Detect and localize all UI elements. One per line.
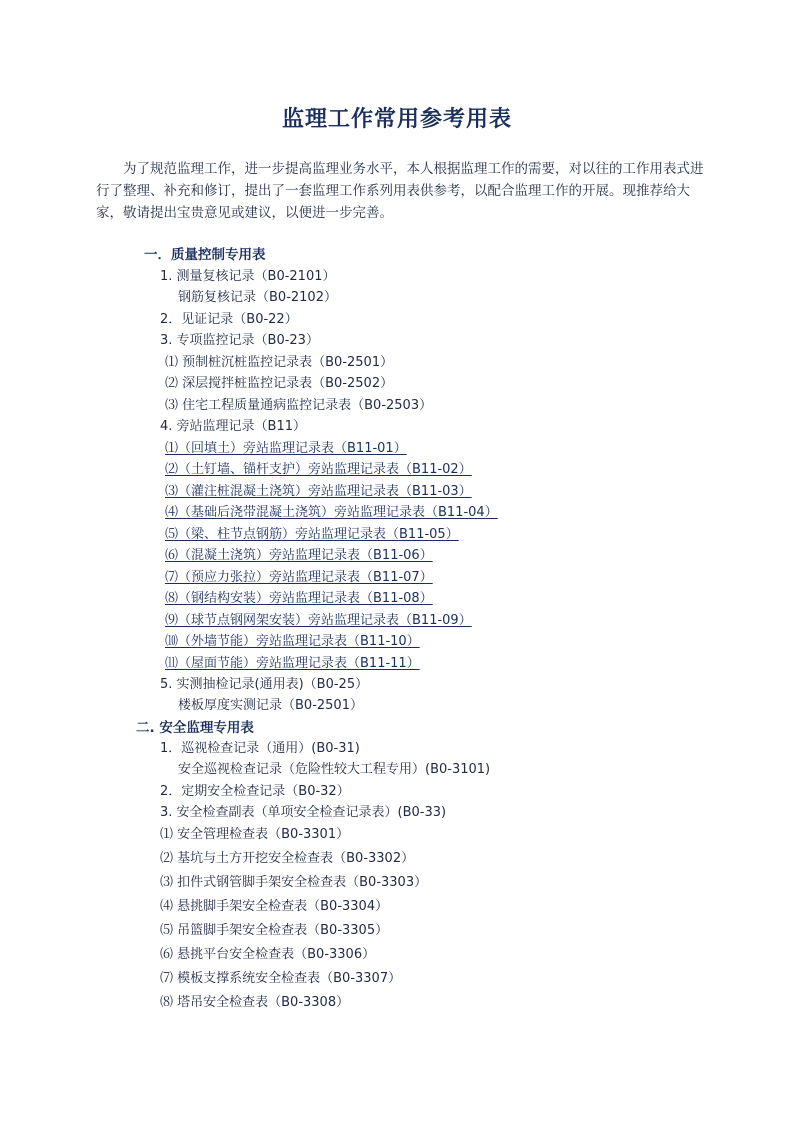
list-item: ⑻ 塔吊安全检查表（B0-3308） [160,995,350,1010]
list-item: ⑴ 预制桩沉桩监控记录表（B0-2501） [165,355,394,370]
page-title: 监理工作常用参考用表 [281,107,512,132]
list-item-link[interactable]: ⑵（土钉墙、锚杆支护）旁站监理记录表（B11-02） [165,462,472,477]
list-item: 1. 测量复核记录（B0-2101） [160,269,336,284]
list-item: ⑴ 安全管理检查表（B0-3301） [160,827,350,842]
list-item: ⑶ 住宅工程质量通病监控记录表（B0-2503） [165,398,433,413]
list-item: 1．巡视检查记录（通用）(B0-31) [160,741,360,756]
intro-paragraph: 为了规范监理工作，进一步提高监理业务水平，本人根据监理工作的需要，对以往的工作用表式进行了整理、补充和修订，提出了一套监理工作系列用表供参考，以配合监理工作的开展。现推荐给大家，敬请提出宝贵意见或建议，以便进一步完善。 [96,161,704,221]
list-item-link[interactable]: ⑼（球节点钢网架安装）旁站监理记录表（B11-09） [165,613,472,628]
list-item-link[interactable]: ⑽（外墙节能）旁站监理记录表（B11-10） [165,634,420,649]
list-item: ⑵ 深层搅拌桩监控记录表（B0-2502） [165,376,394,391]
list-item: ⑺ 模板支撑系统安全检查表（B0-3307） [160,971,402,986]
section-heading-quality: 一．质量控制专用表 [144,247,266,263]
list-item-link[interactable]: ⑴（回填土）旁站监理记录表（B11-01） [165,441,407,456]
list-item-link[interactable]: ⑹（混凝土浇筑）旁站监理记录表（B11-06） [165,548,433,563]
list-item: 2．定期安全检查记录（B0-32） [160,784,350,799]
list-item: ⑷ 悬挑脚手架安全检查表（B0-3304） [160,899,389,914]
list-item: 楼板厚度实测记录（B0-2501） [178,698,363,713]
list-item-link[interactable]: ⑸（梁、柱节点钢筋）旁站监理记录表（B11-05） [165,527,459,542]
list-item-link[interactable]: ⑾（屋面节能）旁站监理记录表（B11-11） [165,656,420,671]
list-item: 5. 实测抽检记录(通用表)（B0-25） [160,677,369,692]
list-item: 3. 专项监控记录（B0-23） [160,333,319,348]
list-item-link[interactable]: ⑺（预应力张拉）旁站监理记录表（B11-07） [165,570,433,585]
list-item-link[interactable]: ⑻（钢结构安装）旁站监理记录表（B11-08） [165,591,433,606]
list-item: 2．见证记录（B0-22） [160,312,298,327]
list-item: 安全巡视检查记录（危险性较大工程专用）(B0-3101) [178,762,491,777]
list-item: ⑹ 悬挑平台安全检查表（B0-3306） [160,947,376,962]
list-item: ⑸ 吊篮脚手架安全检查表（B0-3305） [160,923,389,938]
list-item: ⑵ 基坑与土方开挖安全检查表（B0-3302） [160,851,415,866]
list-item: 钢筋复核记录（B0-2102） [178,290,337,305]
list-item-link[interactable]: ⑶（灌注桩混凝土浇筑）旁站监理记录表（B11-03） [165,484,472,499]
section-heading-safety: 二. 安全监理专用表 [136,720,254,736]
list-item: 4. 旁站监理记录（B11） [160,419,306,434]
list-item-link[interactable]: ⑷（基础后浇带混凝土浇筑）旁站监理记录表（B11-04） [165,505,498,520]
list-item: ⑶ 扣件式钢管脚手架安全检查表（B0-3303） [160,875,428,890]
list-item: 3. 安全检查副表（单项安全检查记录表）(B0-33) [160,805,447,820]
